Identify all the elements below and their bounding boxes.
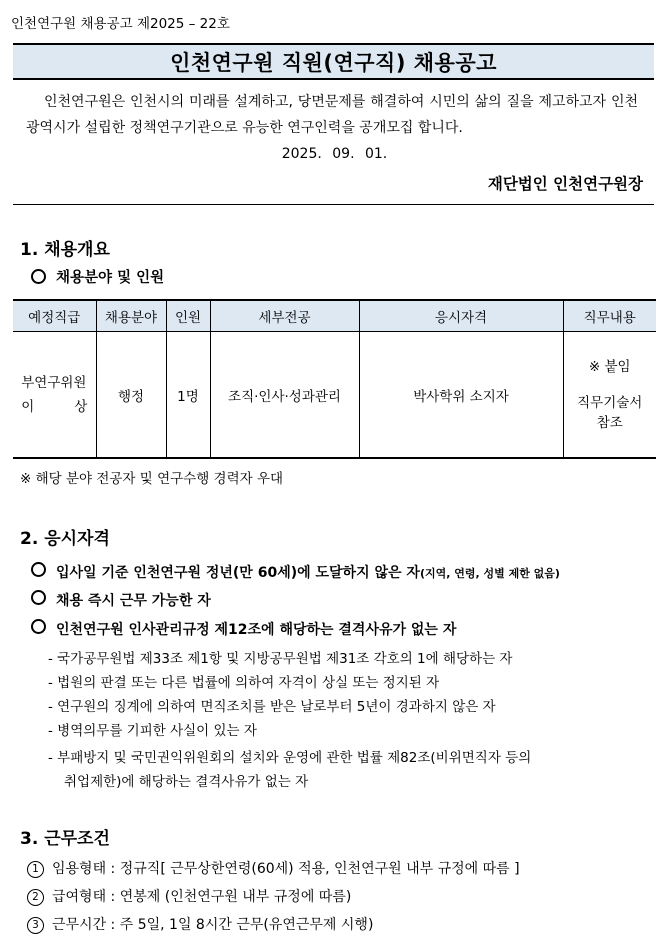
cell-rank: 부연구위원 이 상 xyxy=(13,332,96,459)
section-1-heading: 1. 채용개요 xyxy=(20,240,110,260)
disqualification-5: - 부패방지 및 국민권익위원회의 설치와 운영에 관한 법률 제82조(비위면직자 등의 xyxy=(48,750,532,766)
col-header-qualification: 응시자격 xyxy=(359,300,563,332)
recruitment-table xyxy=(13,299,656,459)
section-3-heading: 3. 근무조건 xyxy=(20,829,110,849)
col-header-major: 세부전공 xyxy=(210,300,359,332)
table-header-row xyxy=(13,300,656,332)
announcement-date: 2025. 09. 01. xyxy=(281,146,388,162)
bullet-circle-icon xyxy=(31,590,46,605)
table-row xyxy=(13,332,656,459)
title-banner xyxy=(13,43,654,80)
issuing-organization: 재단법인 인천연구원장 xyxy=(487,175,643,193)
page-title: 인천연구원 직원(연구직) 채용공고 xyxy=(170,50,497,75)
disqualification-3: - 연구원의 징계에 의하여 면직조치를 받은 날로부터 5년이 경과하지 않은 자 xyxy=(48,699,496,715)
section-1-subheading: 채용분야 및 인원 xyxy=(28,266,164,287)
bullet-circle-icon xyxy=(31,562,46,577)
condition-work-hours: 3 근무시간 : 주 5일, 1일 8시간 근무(유연근무제 시행) xyxy=(27,914,373,934)
cell-field: 행정 xyxy=(96,332,166,459)
bullet-circle-icon xyxy=(31,619,46,634)
qualification-item-2: 채용 즉시 근무 가능한 자 xyxy=(28,590,211,610)
cell-count: 1명 xyxy=(166,332,210,459)
disqualification-4: - 병역의무를 기피한 사실이 있는 자 xyxy=(48,723,257,739)
number-3-icon: 3 xyxy=(27,917,44,934)
disqualification-5-cont: 취업제한)에 해당하는 결격사유가 없는 자 xyxy=(64,774,309,790)
qualification-item-1: 입사일 기준 인천연구원 정년(만 60세)에 도달하지 않은 자(지역, 연령, 성별 제한 없음) xyxy=(28,562,560,582)
col-header-count: 인원 xyxy=(166,300,210,332)
col-header-rank: 예정직급 xyxy=(13,300,96,332)
qualification-item-3: 인천연구원 인사관리규정 제12조에 해당하는 결격사유가 없는 자 xyxy=(28,619,456,639)
intro-paragraph: 인천연구원은 인천시의 미래를 설계하고, 당면문제를 해결하여 시민의 삶의 질을 제고하고자 인천광역시가 설립한 정책연구기관으로 유능한 연구인력을 공개모집 합니다. xyxy=(26,94,638,136)
disqualification-2: - 법원의 판결 또는 다른 법률에 의하여 자격이 상실 또는 정지된 자 xyxy=(48,675,440,691)
condition-salary-type: 2 급여형태 : 연봉제 (인천연구원 내부 규정에 따름) xyxy=(27,886,351,906)
document-number: 인천연구원 채용공고 제2025 – 22호 xyxy=(11,16,230,32)
header-divider xyxy=(13,204,654,205)
cell-qualification: 박사학위 소지자 xyxy=(359,332,563,459)
number-2-icon: 2 xyxy=(27,889,44,906)
col-header-duty: 직무내용 xyxy=(563,300,656,332)
section-2-heading: 2. 응시자격 xyxy=(20,529,110,549)
bullet-circle-icon xyxy=(31,269,46,284)
number-1-icon: 1 xyxy=(27,861,44,878)
preference-note: ※ 해당 분야 전공자 및 연구수행 경력자 우대 xyxy=(20,471,284,487)
condition-employment-type: 1 임용형태 : 정규직[ 근무상한연령(60세) 적용, 인천연구원 내부 규정에 따름 ] xyxy=(27,858,520,878)
cell-duty: ※ 붙임 직무기술서 참조 xyxy=(563,332,656,459)
col-header-field: 채용분야 xyxy=(96,300,166,332)
cell-major: 조직·인사·성과관리 xyxy=(210,332,359,459)
disqualification-1: - 국가공무원법 제33조 제1항 및 지방공무원법 제31조 각호의 1에 해당하는 자 xyxy=(48,651,513,667)
